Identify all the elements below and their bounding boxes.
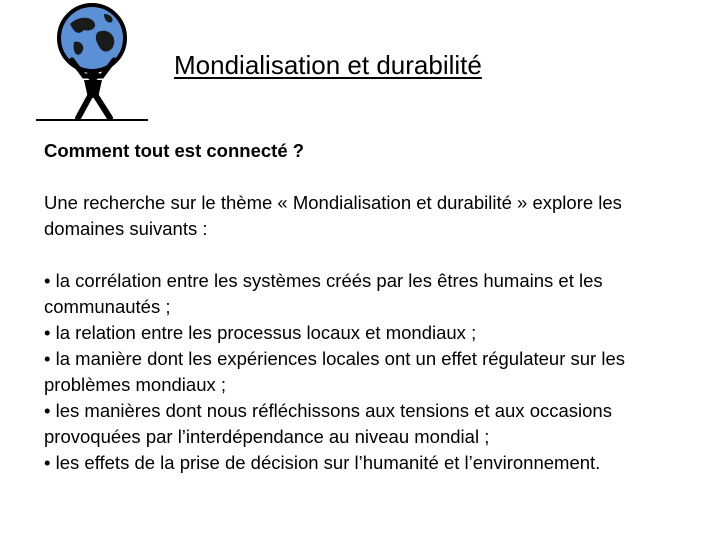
slide-subtitle: Comment tout est connecté ?: [44, 140, 305, 161]
bullet-item: • la relation entre les processus locaux et mondiaux ;: [44, 322, 477, 343]
bullet-item: • la corrélation entre les systèmes créés par les êtres humains et les communautés ;: [44, 270, 603, 317]
atlas-globe-icon: [34, 2, 150, 124]
intro-paragraph: Une recherche sur le thème « Mondialisation et durabilité » explore les domaines suivants :: [44, 192, 622, 239]
bullet-item: • les manières dont nous réfléchissons aux tensions et aux occasions provoquées par l’interdépendance au niveau mondial ;: [44, 400, 612, 447]
slide-title: Mondialisation et durabilité: [174, 50, 482, 80]
bullet-list: [44, 268, 684, 476]
bullet-item: • les effets de la prise de décision sur l’humanité et l’environnement.: [44, 452, 601, 473]
bullet-item: • la manière dont les expériences locales ont un effet régulateur sur les problèmes mondiaux ;: [44, 348, 625, 395]
slide-content: [44, 138, 684, 476]
